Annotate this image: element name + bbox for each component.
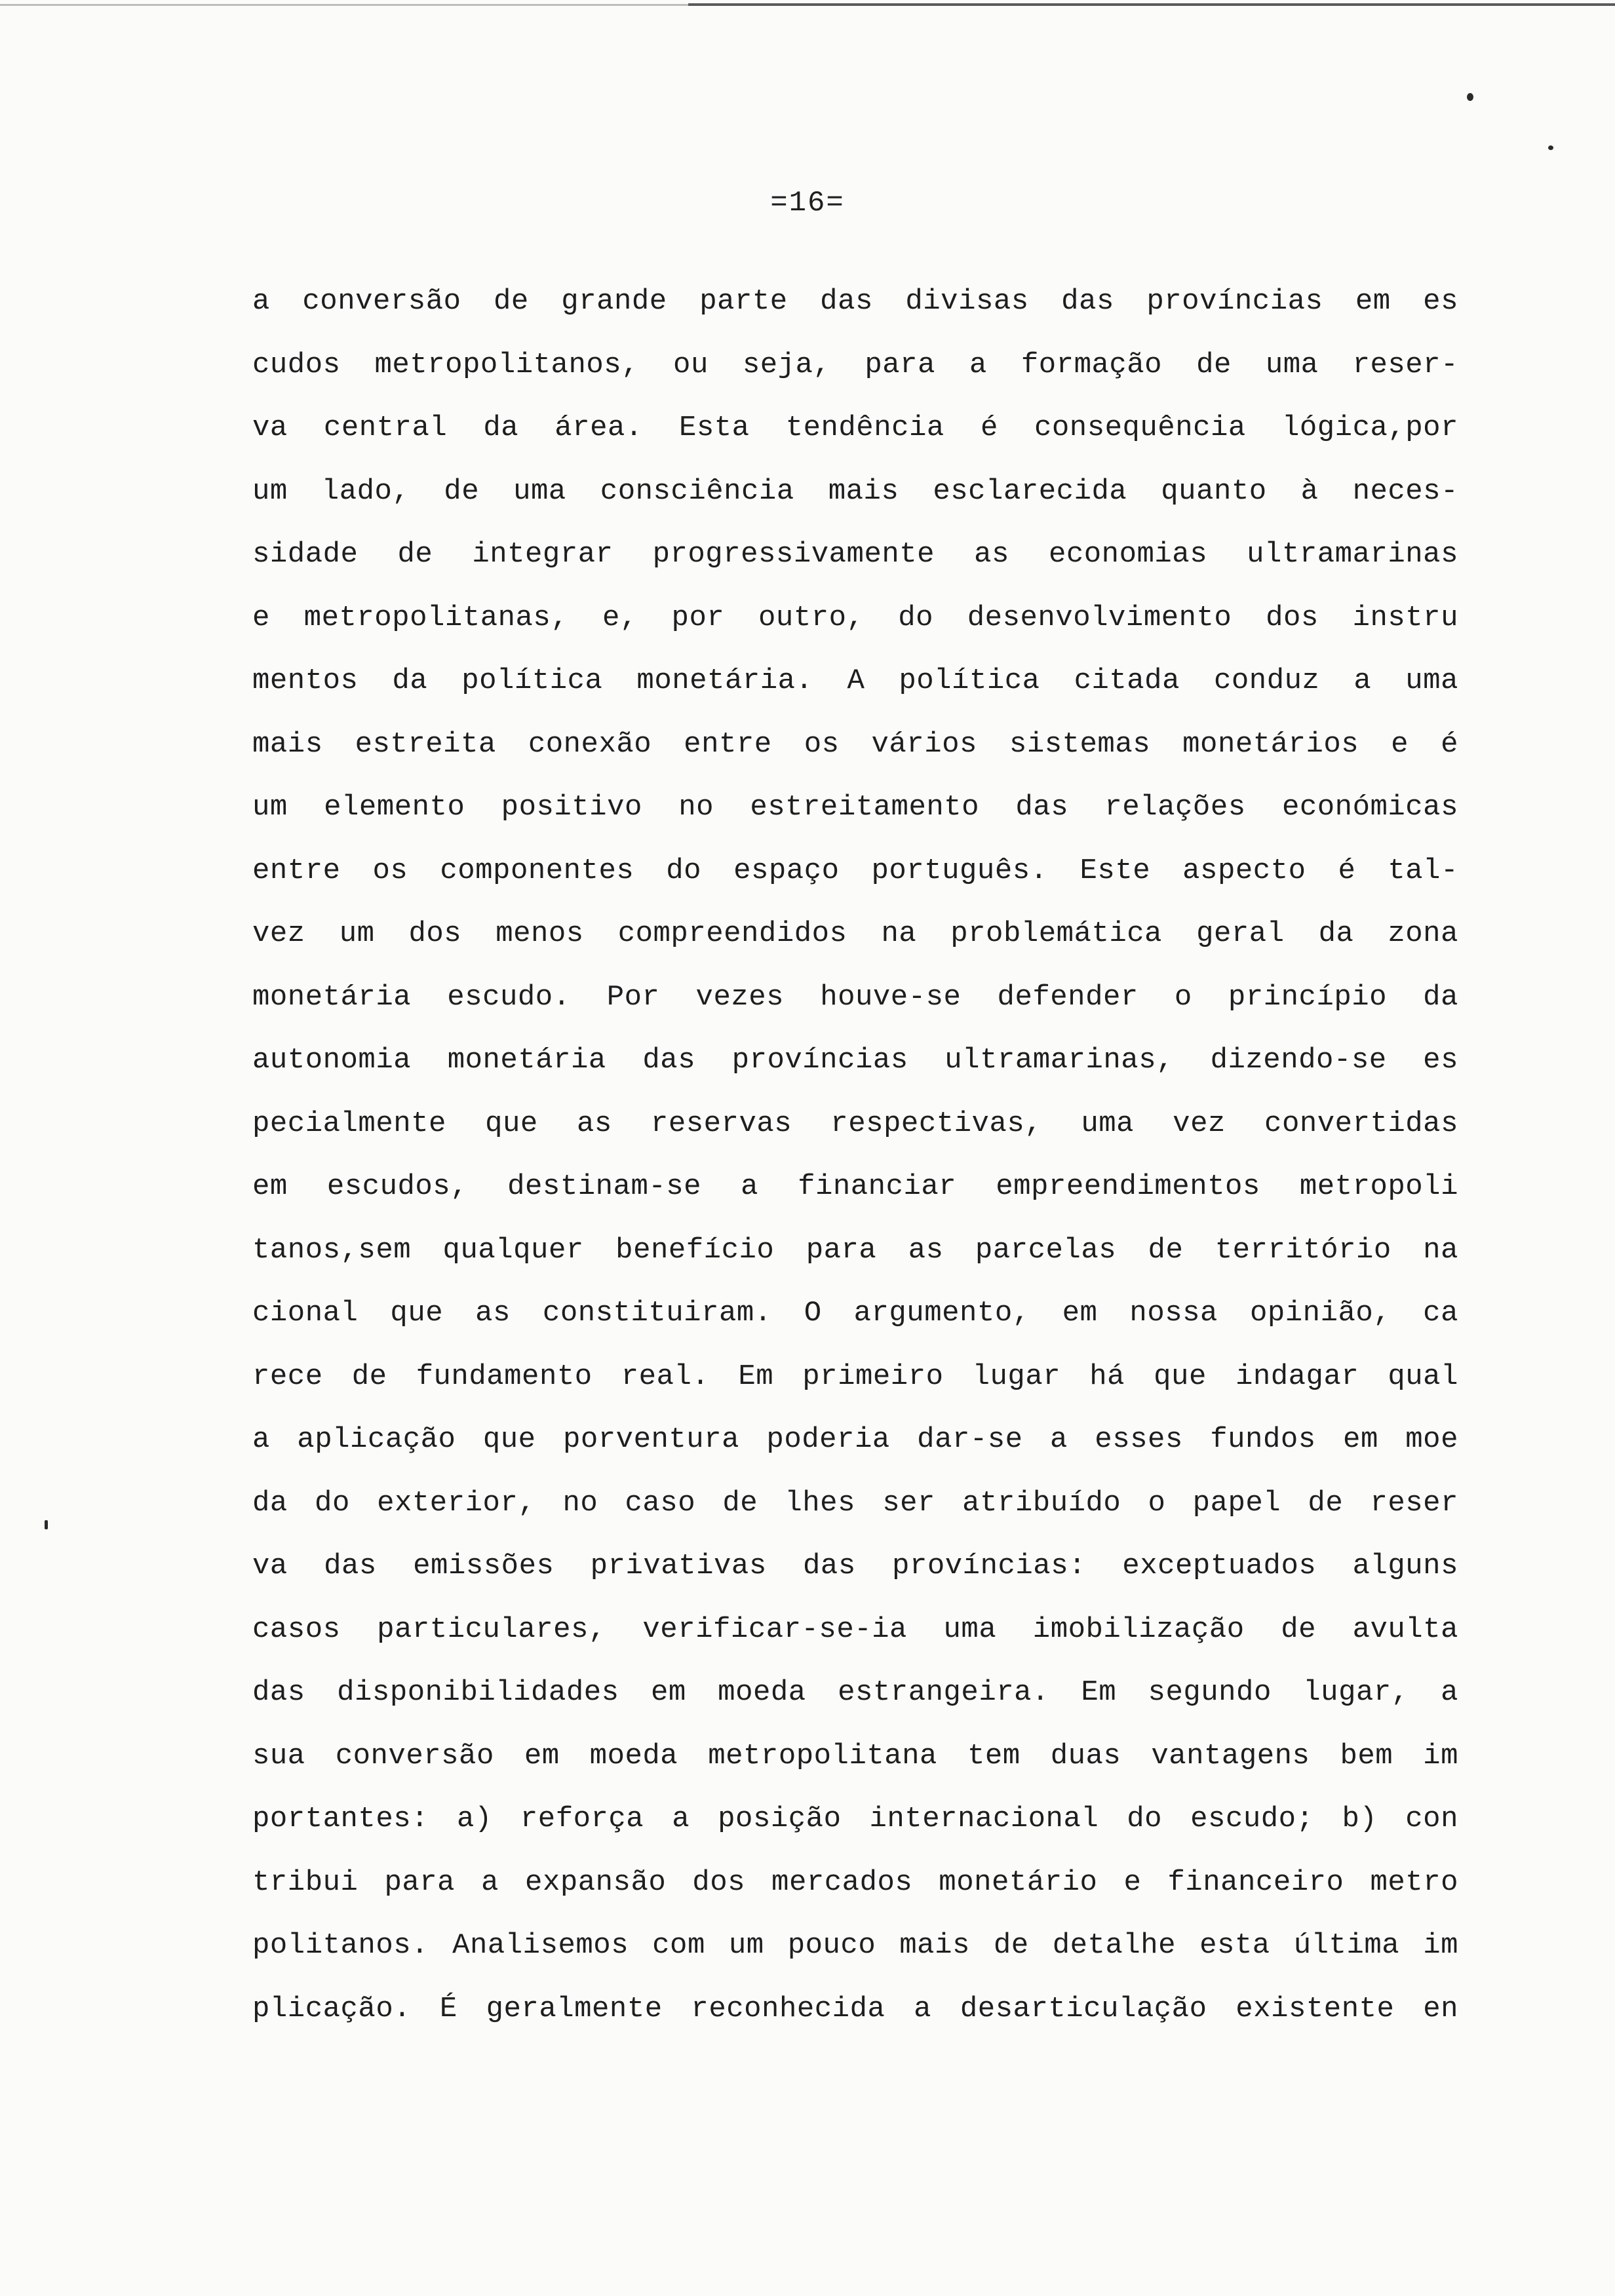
text-line: mais estreita conexão entre os vários sistemas monetários e é — [252, 727, 1458, 761]
text-line: portantes: a) reforça a posição internacional do escudo; b) con — [252, 1803, 1458, 1835]
top-scan-edge-dark — [688, 3, 1615, 6]
text-line: plicação. É geralmente reconhecida a desarticulação existente en — [252, 1992, 1458, 2025]
text-line: das disponibilidades em moeda estrangeira. Em segundo lugar, a — [252, 1676, 1458, 1709]
body-text — [252, 270, 1458, 2040]
text-line: mentos da política monetária. A política citada conduz a uma — [252, 664, 1458, 697]
text-line: um elemento positivo no estreitamento das relações económicas — [252, 791, 1458, 824]
text-line: e metropolitanas, e, por outro, do desenvolvimento dos instru — [252, 601, 1458, 634]
text-line: va das emissões privativas das províncias: exceptuados alguns — [252, 1550, 1458, 1582]
text-line: politanos. Analisemos com um pouco mais de detalhe esta última im — [252, 1929, 1458, 1962]
text-line: sidade de integrar progressivamente as economias ultramarinas — [252, 538, 1458, 571]
page-number: =16= — [770, 187, 845, 220]
text-line: cudos metropolitanos, ou seja, para a formação de uma reser- — [252, 348, 1458, 381]
text-line: casos particulares, verificar-se-ia uma imobilização de avulta — [252, 1613, 1458, 1646]
scan-speck-right — [1548, 145, 1553, 150]
text-line: va central da área. Esta tendência é consequência lógica,por — [252, 411, 1458, 444]
scan-speck-top-right — [1467, 93, 1473, 101]
text-line: monetária escudo. Por vezes houve-se defender o princípio da — [252, 980, 1458, 1014]
text-line: tribui para a expansão dos mercados monetário e financeiro metro — [252, 1866, 1458, 1899]
text-line: cional que as constituiram. O argumento, em nossa opinião, ca — [252, 1297, 1458, 1330]
text-line: autonomia monetária das províncias ultramarinas, dizendo-se es — [252, 1044, 1458, 1077]
text-line: tanos,sem qualquer benefício para as parcelas de território na — [252, 1233, 1458, 1267]
text-line: a conversão de grande parte das divisas das províncias em es — [252, 285, 1458, 318]
text-line: sua conversão em moeda metropolitana tem duas vantagens bem im — [252, 1739, 1458, 1772]
text-line: a aplicação que porventura poderia dar-se a esses fundos em moe — [252, 1423, 1458, 1456]
text-line: um lado, de uma consciência mais esclarecida quanto à neces- — [252, 474, 1458, 508]
scan-speck-left — [45, 1520, 48, 1529]
text-line: em escudos, destinam-se a financiar empreendimentos metropoli — [252, 1170, 1458, 1203]
text-line: da do exterior, no caso de lhes ser atribuído o papel de reser — [252, 1486, 1458, 1520]
text-line: rece de fundamento real. Em primeiro lugar há que indagar qual — [252, 1360, 1458, 1393]
text-line: pecialmente que as reservas respectivas, uma vez convertidas — [252, 1107, 1458, 1140]
text-line: vez um dos menos compreendidos na problemática geral da zona — [252, 917, 1458, 950]
text-line: entre os componentes do espaço português. Este aspecto é tal- — [252, 854, 1458, 887]
